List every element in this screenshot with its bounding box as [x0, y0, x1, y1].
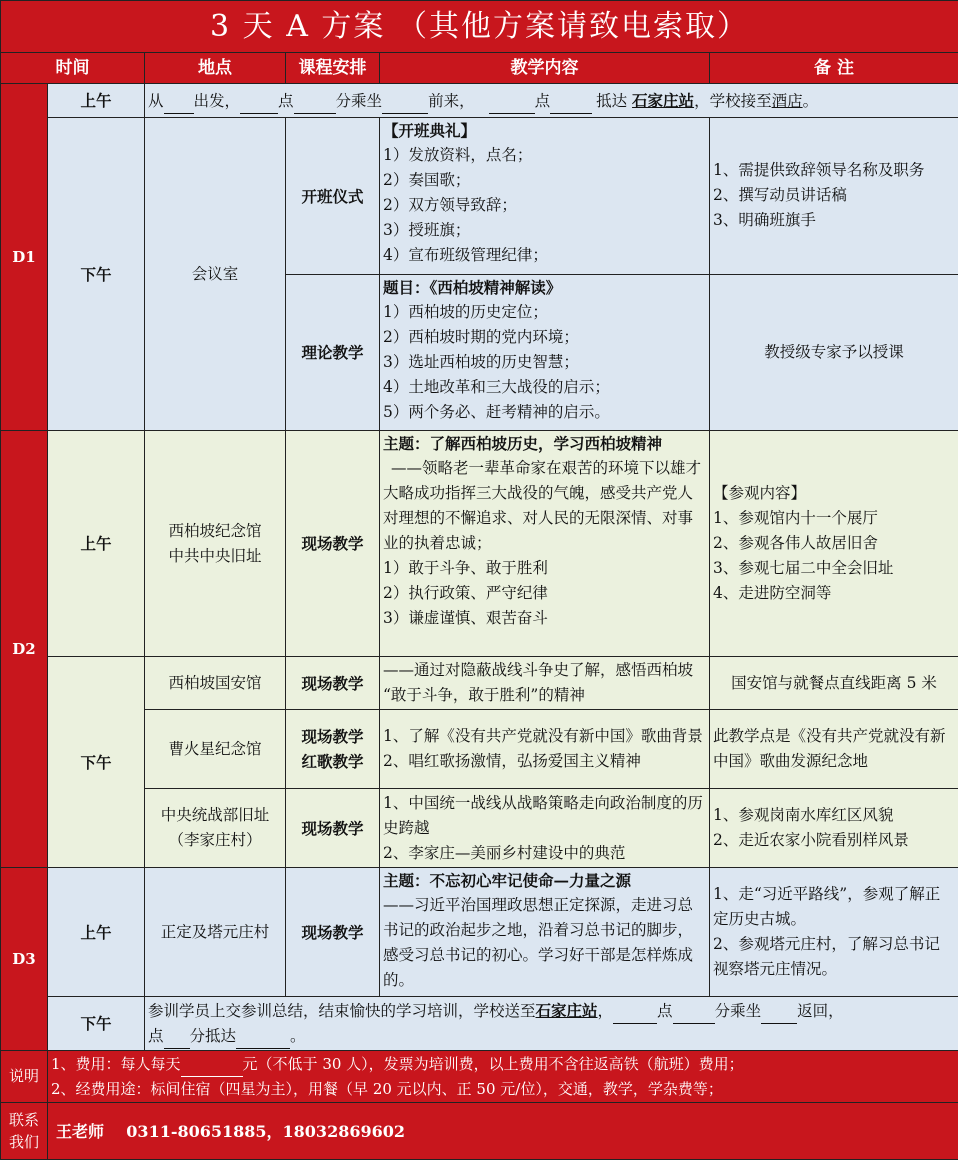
- d3-pm-itinerary: 参训学员上交参训总结，结束愉快的学习培训，学校送至石家庄站， 点 分乘坐 返回， 点 分抵达 。: [145, 997, 958, 1051]
- d2-pm-r2-remark: 此教学点是《没有共产党就没有新中国》歌曲发源纪念地: [710, 710, 958, 789]
- d3-am-content: 主题：不忘初心牢记使命—力量之源 ——习近平治国理政思想正定探源，走进习总书记的政治起步之地，沿着习总书记的脚步，感受习总书记的初心。学习好干部是怎样炼成的。: [380, 868, 710, 997]
- header-course: 课程安排: [286, 53, 380, 84]
- d2-am-course: 现场教学: [286, 431, 380, 657]
- d2-pm-r3-place: 中央统战部旧址 （李家庄村）: [145, 789, 286, 868]
- d2-pm-r2-course: 现场教学 红歌教学: [286, 710, 380, 789]
- notes-content: 1、费用：每人每天 元（不低于 30 人），发票为培训费，以上费用不含往返高铁（航班）费用； 2、经费用途：标间住宿（四星为主），用餐（早 20 元以内、正 50 元/位），交通，教学，学杂费等；: [48, 1051, 958, 1103]
- d3-am-remark: 1、走“习近平路线”，参观了解正定历史古城。 2、参观塔元庄村，了解习总书记视察塔元庄情况。: [710, 868, 958, 997]
- d2-pm-r2-place: 曹火星纪念馆: [145, 710, 286, 789]
- d2-pm-r3-course: 现场教学: [286, 789, 380, 868]
- d2-pm-r3-remark: 1、参观岗南水库红区风貌 2、走近农家小院看别样风景: [710, 789, 958, 868]
- day-label-d3: D3: [1, 868, 48, 1051]
- d1-pm-time: 下午: [48, 118, 145, 431]
- d1-pm-r1-course: 开班仪式: [286, 118, 380, 275]
- d3-am-place: 正定及塔元庄村: [145, 868, 286, 997]
- contact-label: 联系我们: [1, 1103, 48, 1160]
- d3-am-time: 上午: [48, 868, 145, 997]
- d3-pm-time: 下午: [48, 997, 145, 1051]
- notes-label: 说明: [1, 1051, 48, 1103]
- d1-station: 石家庄站: [632, 90, 695, 110]
- header-place: 地点: [145, 53, 286, 84]
- d2-pm-r1-content: ——通过对隐蔽战线斗争史了解，感悟西柏坡 “敢于斗争，敢于胜利”的精神: [380, 657, 710, 710]
- d2-pm-r1-course: 现场教学: [286, 657, 380, 710]
- header-time: 时间: [1, 53, 145, 84]
- d1-pm-place: 会议室: [145, 118, 286, 431]
- d1-am-itinerary: 从 出发， 点 分乘坐 前来， 点 抵达 石家庄站，学校接至酒店。: [145, 84, 958, 118]
- d3-am-course: 现场教学: [286, 868, 380, 997]
- contact-content: [48, 1103, 958, 1160]
- d1-pm-r1-remark: 1、需提供致辞领导名称及职务 2、撰写动员讲话稿 3、明确班旗手: [710, 118, 958, 275]
- d1-pm-r2-course: 理论教学: [286, 275, 380, 431]
- d1-pm-r2-remark: 教授级专家予以授课: [710, 275, 958, 431]
- d2-pm-r1-remark: 国安馆与就餐点直线距离 5 米: [710, 657, 958, 710]
- header-remark: 备 注: [710, 53, 958, 84]
- d1-pm-r1-content: 【开班典礼】 1）发放资料，点名； 2）奏国歌； 2）双方领导致辞； 3）授班旗； 4）宣布班级管理纪律；: [380, 118, 710, 275]
- d1-hotel: 酒店: [771, 91, 803, 110]
- d2-am-remark: 【参观内容】 1、参观馆内十一个展厅 2、参观各伟人故居旧舍 3、参观七届二中全会旧址 4、走进防空洞等: [710, 431, 958, 657]
- d2-am-time: 上午: [48, 431, 145, 657]
- header-content: 教学内容: [380, 53, 710, 84]
- d2-pm-r2-content: 1、了解《没有共产党就没有新中国》歌曲背景 2、唱红歌扬激情，弘扬爱国主义精神: [380, 710, 710, 789]
- d1-am-time: 上午: [48, 84, 145, 118]
- contact-name: 王老师: [56, 1121, 105, 1141]
- d1-pm-r2-content: 题目：《西柏坡精神解读》 1）西柏坡的历史定位； 2）西柏坡时期的党内环境； 3）选址西柏坡的历史智慧； 4）土地改革和三大战役的启示； 5）两个务必、赶考精神的启示。: [380, 275, 710, 431]
- day-label-d2: D2: [1, 431, 48, 868]
- d2-pm-r1-place: 西柏坡国安馆: [145, 657, 286, 710]
- day-label-d1: D1: [1, 84, 48, 431]
- d2-am-place: 西柏坡纪念馆 中共中央旧址: [145, 431, 286, 657]
- d3-station: 石家庄站: [535, 1001, 598, 1020]
- contact-phones: 0311-80651885，18032869602: [126, 1121, 405, 1141]
- d2-pm-time: 下午: [48, 657, 145, 868]
- d2-am-content: 主题：了解西柏坡历史，学习西柏坡精神 ——领略老一辈革命家在艰苦的环境下以雄才大略成功指挥三大战役的气魄，感受共产党人对理想的不懈追求、对人民的无限深情、对事业的执着忠诚； 1）敢于斗争、敢于胜利 2）执行政策、严守纪律 3）谦虚谨慎、艰苦奋斗: [380, 431, 710, 657]
- d2-pm-r3-content: 1、中国统一战线从战略策略走向政治制度的历史跨越 2、李家庄—美丽乡村建设中的典范: [380, 789, 710, 868]
- page-title: 3 天 A 方案 （其他方案请致电索取）: [1, 1, 958, 53]
